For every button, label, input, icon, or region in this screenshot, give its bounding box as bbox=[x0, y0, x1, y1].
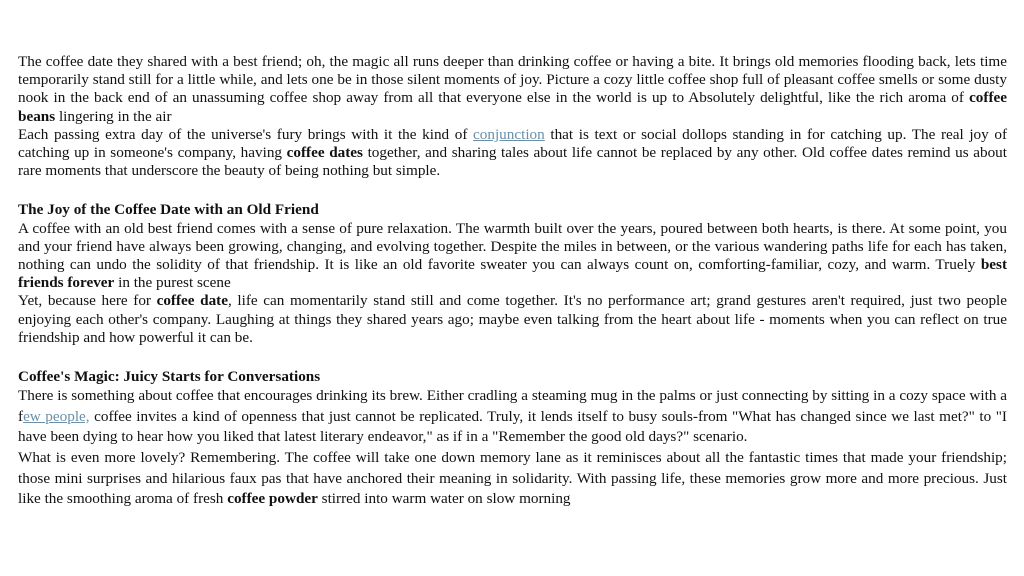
paragraph-coffee-date bbox=[18, 292, 1007, 347]
paragraph-conversations bbox=[18, 386, 1007, 448]
section-spacer bbox=[18, 180, 1007, 201]
paragraph-text: stirred into warm water on slow morning bbox=[317, 490, 571, 508]
paragraph-intro bbox=[18, 53, 1007, 126]
bold-term-coffee-beans: coffee beans bbox=[18, 89, 1007, 125]
paragraph-text: What is even more lovely? Remembering. The coffee will take one down memory lane as it reminisces about all the fantastic times that made your friendship; those mini surprises and hilarious faux pas that have anchored their meaning in solidarity. With passing life, these memories grow more and more precious. Just like the smoothing aroma of fresh bbox=[18, 449, 1007, 508]
link-conjunction[interactable]: conjunction bbox=[473, 125, 545, 143]
paragraph-remembering bbox=[18, 448, 1007, 510]
paragraph-text: together, and sharing tales about life cannot be replaced by any other. Old coffee dates remind us about rare moments that underscore the beauty of being nothing but simple. bbox=[18, 144, 1007, 180]
bold-term-coffee-dates: coffee dates bbox=[286, 144, 363, 162]
section-heading-magic: Coffee's Magic: Juicy Starts for Conversations bbox=[18, 368, 321, 386]
paragraph-text: Each passing extra day of the universe's fury brings with it the kind of bbox=[18, 125, 474, 143]
paragraph-text: in the purest scene bbox=[114, 274, 231, 292]
paragraph-text: There is something about coffee that encourages drinking its brew. Either cradling a steaming mug in the palms or just connecting by sitting in a cozy space with a f bbox=[18, 387, 1007, 425]
link-few-people[interactable]: ew people, bbox=[23, 407, 90, 425]
paragraph-text: Yet, because here for bbox=[18, 292, 157, 310]
bold-term-coffee-date: coffee date bbox=[156, 292, 228, 310]
article-body bbox=[18, 53, 1007, 510]
paragraph-conjunction bbox=[18, 126, 1007, 181]
paragraph-text: , life can momentarily stand still and come together. It's no performance art; grand gestures aren't required, just two people enjoying each other's company. Laughing at things they shared years ago; maybe even talking from the heart about life - moments when you can reflect on true friendship and how powerful it can be. bbox=[18, 292, 1008, 346]
paragraph-text: A coffee with an old best friend comes with a sense of pure relaxation. The warmth built over the years, poured between both hearts, is there. At some point, you and your friend have always been growing, changing, and evolving together. Despite the miles in between, or the various wandering paths life for each has taken, nothing can undo the solidity of that friendship. It is like an old favorite sweater you can always count on, comforting-familiar, cozy, and warm. Truely bbox=[18, 219, 1007, 274]
bold-term-best-friends-forever: best friends forever bbox=[18, 256, 1007, 292]
paragraph-text: coffee invites a kind of openness that just cannot be replicated. Truly, it lends itself to busy souls-from "What has changed since we last met?" to "I have been dying to hear how you liked that latest literary endeavor," as if in a "Remember the good old days?" scenario. bbox=[18, 407, 1007, 446]
paragraph-old-friend bbox=[18, 220, 1007, 293]
paragraph-text: that is text or social dollops standing in for catching up. The real joy of catching up in someone's company, having bbox=[18, 125, 1007, 162]
section-spacer bbox=[18, 347, 1007, 368]
bold-term-coffee-powder: coffee powder bbox=[227, 490, 318, 508]
section-heading-joy: The Joy of the Coffee Date with an Old Friend bbox=[18, 201, 319, 219]
paragraph-text: lingering in the air bbox=[55, 107, 172, 125]
paragraph-text: The coffee date they shared with a best friend; oh, the magic all runs deeper than drinking coffee or having a bite. It brings old memories flooding back, lets time temporarily stand still for a little while, and lets one be in those silent moments of joy. Picture a cozy little coffee shop full of pleasant coffee smells or some dusty nook in the back end of an unassuming coffee shop away from all that everyone else in the world is up to Absolutely delightful, like the rich aroma of bbox=[18, 53, 1007, 107]
